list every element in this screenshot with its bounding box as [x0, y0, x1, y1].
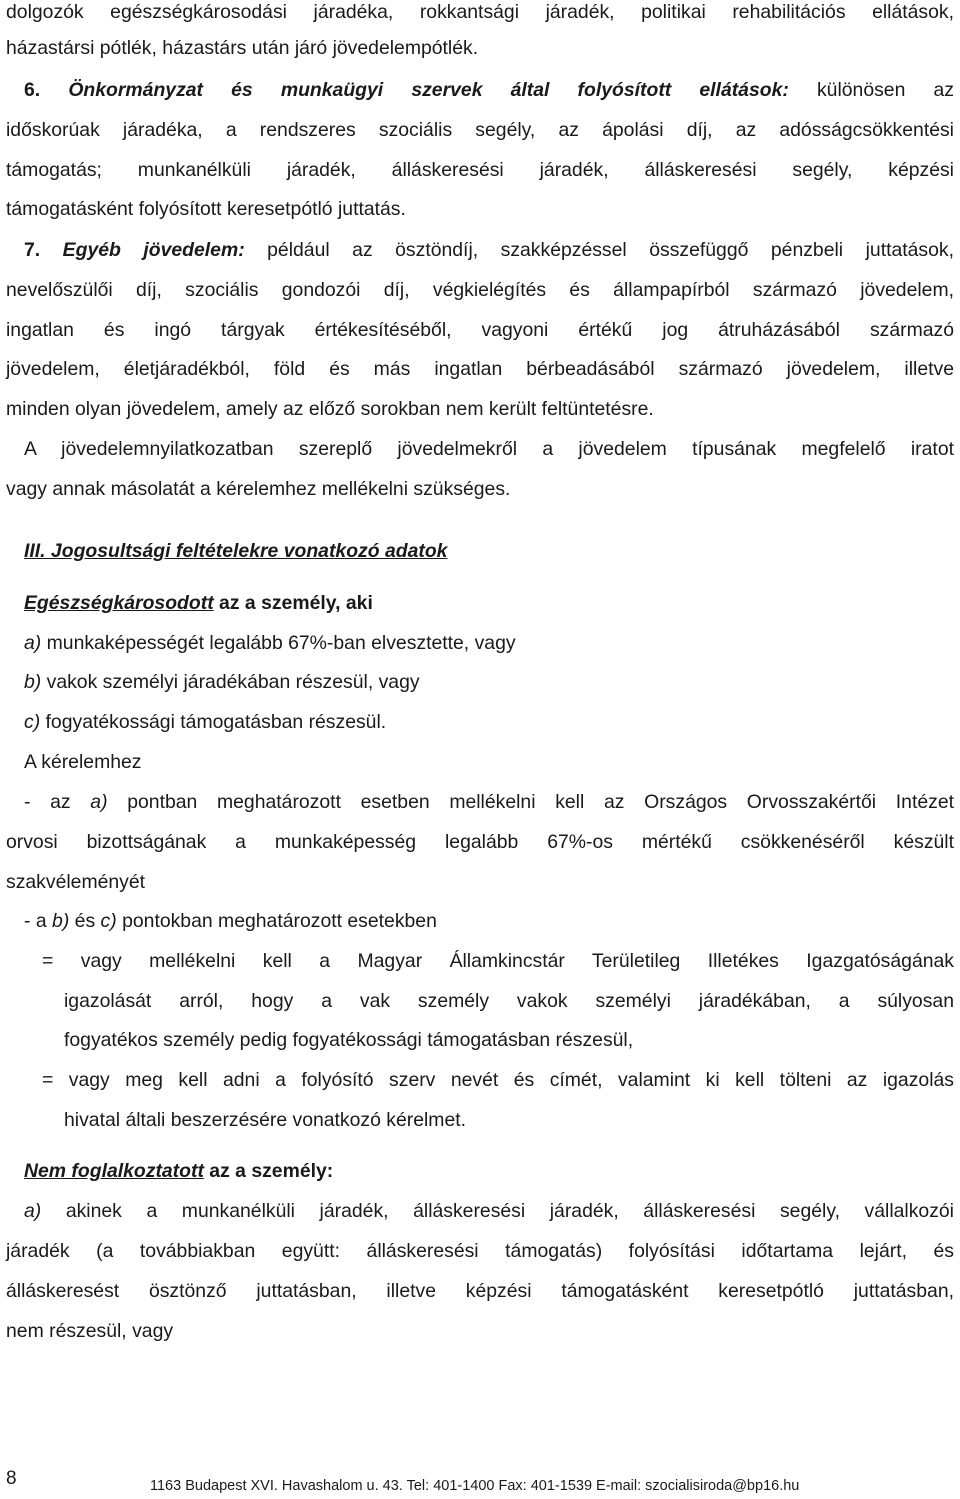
list-label: c) — [100, 910, 117, 932]
definition-heading — [24, 591, 373, 615]
list-label: a) — [90, 791, 108, 813]
item-text: különösen az — [788, 79, 954, 101]
paragraph-line: ingatlan és ingó tárgyak értékesítéséből, vagyoni értékű jog átruházásából származó — [6, 319, 954, 341]
definition-heading — [24, 1159, 333, 1183]
dash-prefix: - a — [24, 910, 53, 932]
paragraph-line: támogatás; munkanélküli járadék, álláskeresési járadék, álláskeresési segély, képzési — [6, 159, 954, 181]
item-6-line — [24, 78, 954, 102]
paragraph-line: vagy annak másolatát a kérelemhez mellékelni szükséges. — [6, 478, 511, 500]
option-line: igazolását arról, hogy a vak személy vakok személyi járadékában, a súlyosan — [64, 990, 954, 1012]
option-line: = vagy mellékelni kell a Magyar Államkincstár Területileg Illetékes Igazgatóságának — [42, 950, 954, 972]
defined-term: Egészségkárosodott — [24, 592, 214, 614]
list-item — [24, 1199, 954, 1223]
dash-text: és — [69, 910, 101, 932]
dash-prefix: - az — [24, 791, 91, 813]
list-item — [24, 631, 516, 655]
option-line: = vagy meg kell adni a folyósító szerv nevét és címét, valamint ki kell tölteni az igazolás — [42, 1069, 954, 1091]
item-number: 7. — [24, 239, 41, 261]
paragraph-line: A kérelemhez — [24, 751, 142, 773]
defined-term: Nem foglalkoztatott — [24, 1160, 204, 1182]
paragraph-line: A jövedelemnyilatkozatban szereplő jövedelmekről a jövedelem típusának megfelelő iratot — [24, 438, 954, 460]
item-title: Önkormányzat és munkaügyi szervek által folyósított ellátások: — [68, 79, 789, 101]
paragraph-line: orvosi bizottságának a munkaképesség legalább 67%-os mértékű csökkenéséről készült — [6, 831, 954, 853]
option-line: fogyatékos személy pedig fogyatékossági támogatásban részesül, — [64, 1029, 634, 1051]
paragraph-line: álláskeresést ösztönző juttatásban, illetve képzési támogatásként keresetpótló juttatásban, — [6, 1280, 954, 1302]
list-text: fogyatékossági támogatásban részesül. — [40, 711, 387, 733]
list-label: b) — [52, 910, 70, 932]
dash-item-line — [24, 909, 437, 933]
paragraph-line: időskorúak járadéka, a rendszeres szociális segély, az ápolási díj, az adósságcsökkentési — [6, 119, 954, 141]
list-label: c) — [24, 711, 41, 733]
dash-text: pontokban meghatározott esetekben — [116, 910, 437, 932]
option-line: hivatal általi beszerzésére vonatkozó kérelmet. — [64, 1109, 467, 1131]
paragraph-line: házastársi pótlék, házastárs után járó jövedelempótlék. — [6, 37, 479, 59]
definition-intro: az a személy: — [203, 1160, 334, 1182]
item-number: 6. — [24, 79, 41, 101]
paragraph-line: nevelőszülői díj, szociális gondozói díj, végkielégítés és állampapírból származó jövedelem, — [6, 279, 954, 301]
list-label: a) — [24, 1200, 42, 1222]
list-item — [24, 710, 386, 734]
item-text: például az ösztöndíj, szakképzéssel összefüggő pénzbeli juttatások, — [244, 239, 954, 261]
definition-intro: az a személy, aki — [213, 592, 373, 614]
paragraph-line: jövedelem, életjáradékból, föld és más ingatlan bérbeadásából származó jövedelem, illetve — [6, 358, 954, 380]
dash-item-line — [24, 790, 954, 814]
list-label: a) — [24, 632, 42, 654]
list-text: vakok személyi járadékában részesül, vagy — [41, 671, 420, 693]
paragraph-line: minden olyan jövedelem, amely az előző sorokban nem került feltüntetésre. — [6, 398, 654, 420]
list-label: b) — [24, 671, 42, 693]
paragraph-line: szakvéleményét — [6, 871, 146, 893]
list-item — [24, 670, 420, 694]
paragraph-line: támogatásként folyósított keresetpótló juttatás. — [6, 198, 406, 220]
paragraph-line: nem részesül, vagy — [6, 1320, 174, 1342]
section-heading: III. Jogosultsági feltételekre vonatkozó adatok — [24, 540, 448, 562]
list-text: akinek a munkanélküli járadék, álláskeresési járadék, álláskeresési segély, vállalkozói — [41, 1200, 954, 1222]
item-title: Egyéb jövedelem: — [62, 239, 245, 261]
dash-text: pontban meghatározott esetben mellékelni kell az Országos Orvosszakértői Intézet — [107, 791, 954, 813]
footer-address: 1163 Budapest XVI. Havashalom u. 43. Tel: 401-1400 Fax: 401-1539 E-mail: szocialisiroda@bp16.hu — [150, 1478, 800, 1494]
item-7-line — [24, 238, 954, 262]
page-number: 8 — [6, 1468, 17, 1489]
paragraph-line: járadék (a továbbiakban együtt: álláskeresési támogatás) folyósítási időtartama lejárt, és — [6, 1240, 954, 1262]
paragraph-line: dolgozók egészségkárosodási járadéka, rokkantsági járadék, politikai rehabilitációs ellátások, — [6, 1, 954, 23]
list-text: munkaképességét legalább 67%-ban elvesztette, vagy — [41, 632, 516, 654]
